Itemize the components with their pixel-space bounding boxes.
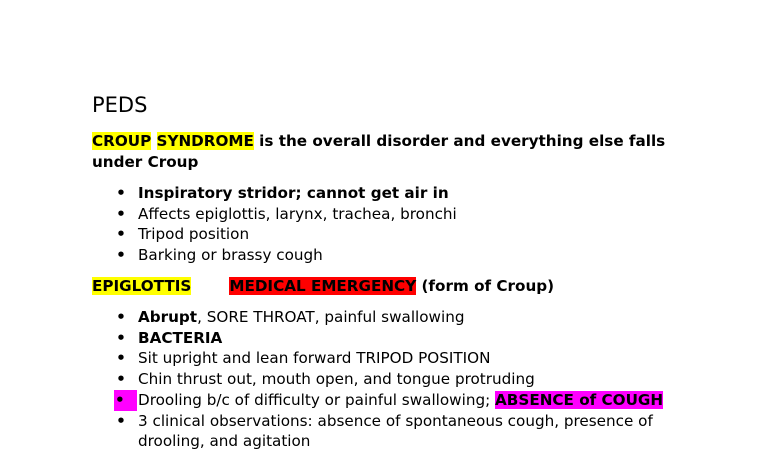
croup-bullet-list (0, 183, 457, 266)
list-item (0, 411, 663, 452)
bullet-marker: • (116, 370, 126, 389)
croup-heading (92, 131, 665, 172)
bullet-marker: • (116, 349, 126, 368)
list-item-text: Affects epiglottis, larynx, trachea, bronchi (138, 204, 457, 223)
list-item-text-continued: drooling, and agitation (138, 432, 311, 451)
abrupt-bold-text: Abrupt (138, 308, 198, 326)
medical-emergency-highlight: MEDICAL EMERGENCY (229, 277, 417, 295)
croup-highlight: CROUP (92, 132, 152, 150)
page-title: PEDS (92, 93, 148, 117)
list-item-text: Drooling b/c of difficulty or painful swallowing; (138, 390, 496, 409)
bullet-marker: • (116, 204, 126, 223)
epiglottis-bullet-list (0, 307, 663, 452)
list-item-text: Barking or brassy cough (138, 246, 323, 265)
list-item-text: Chin thrust out, mouth open, and tongue protruding (138, 370, 535, 389)
bullet-marker: • (116, 184, 126, 202)
croup-heading-line-2: under Croup (92, 152, 199, 171)
list-item (0, 307, 663, 328)
syndrome-highlight: SYNDROME (156, 132, 254, 150)
bullet-marker: • (114, 390, 137, 411)
list-item (0, 204, 457, 225)
list-item-text: Sit upright and lean forward TRIPOD POSITION (138, 349, 491, 368)
list-item-text: Inspiratory stridor; cannot get air in (138, 184, 449, 202)
list-item (0, 348, 663, 369)
croup-heading-line-1 (92, 131, 665, 152)
list-item-text: Tripod position (138, 225, 250, 244)
list-item-text: , SORE THROAT, painful swallowing (197, 308, 465, 326)
croup-heading-text: is the overall disorder and everything else falls (253, 132, 666, 150)
list-item (0, 369, 663, 390)
list-item (0, 224, 457, 245)
epiglottis-heading-suffix: (form of Croup) (416, 277, 555, 295)
list-item-text: BACTERIA (138, 328, 223, 347)
list-item (0, 245, 457, 266)
bullet-marker: • (116, 225, 126, 244)
epiglottis-highlight: EPIGLOTTIS (92, 277, 192, 295)
bullet-marker: • (116, 246, 126, 265)
list-item (0, 390, 663, 411)
bullet-marker: • (116, 308, 126, 326)
list-item-text: 3 clinical observations: absence of spontaneous cough, presence of (138, 411, 653, 430)
bullet-marker: • (116, 328, 126, 347)
epiglottis-heading (92, 276, 554, 297)
absence-of-cough-highlight: ABSENCE of COUGH (495, 390, 664, 409)
bullet-marker: • (116, 411, 126, 430)
list-item (0, 328, 663, 349)
list-item (0, 183, 457, 204)
